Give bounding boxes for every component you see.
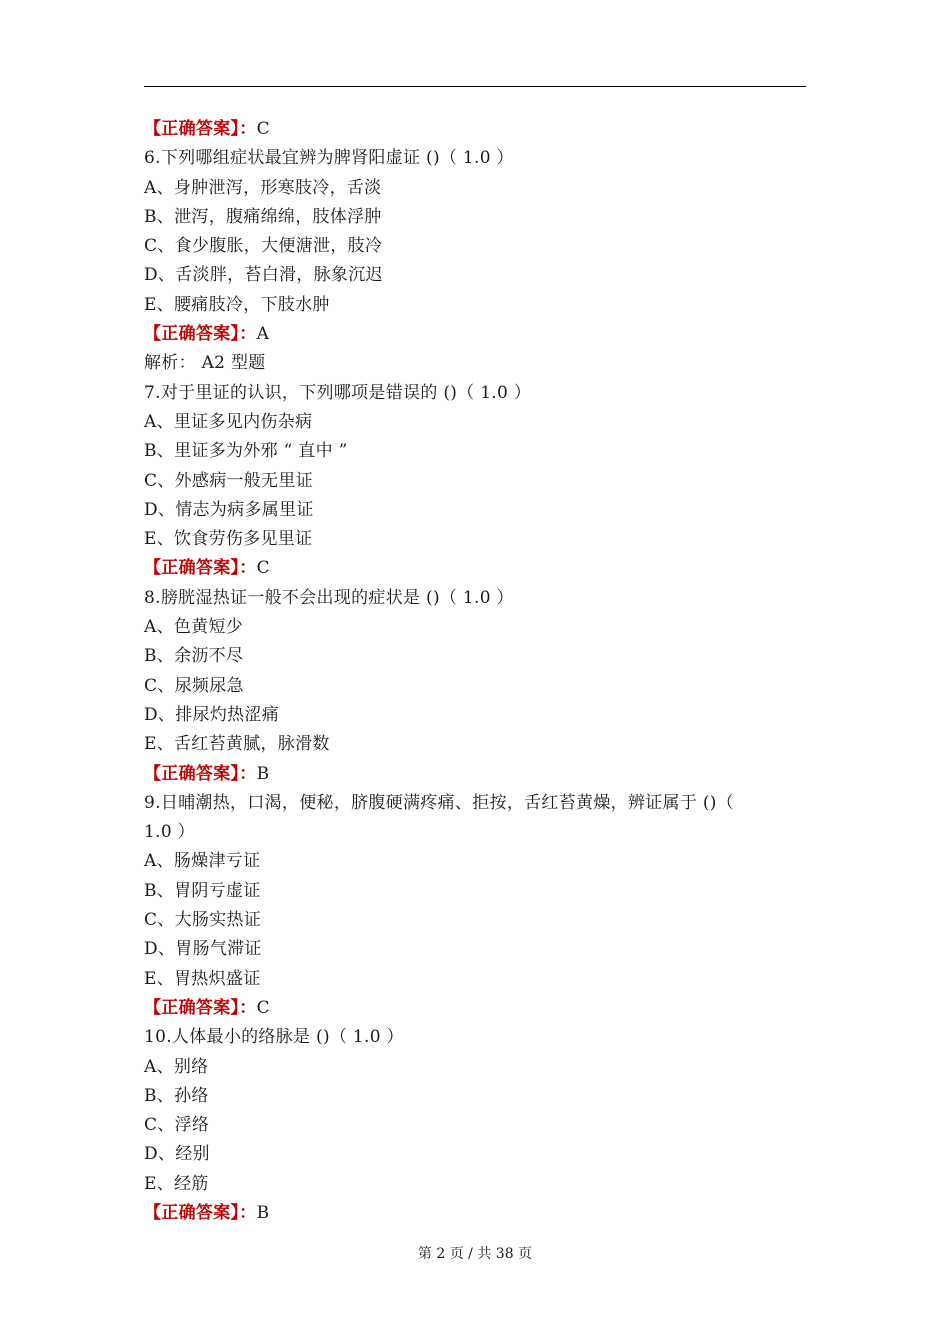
text-line: B、胃阴亏虚证 bbox=[144, 880, 261, 901]
correct-answer-line bbox=[144, 554, 814, 583]
document-body bbox=[144, 115, 814, 1228]
correct-answer-value: B bbox=[256, 763, 270, 784]
text-line: 8.膀胱湿热证一般不会出现的症状是 ()（ 1.0 ） bbox=[144, 587, 514, 608]
text-line: B、泄泻，腹痛绵绵，肢体浮肿 bbox=[144, 206, 382, 227]
text-line: D、排尿灼热涩痛 bbox=[144, 704, 280, 725]
correct-answer-value: B bbox=[256, 1202, 270, 1223]
text-line: 1.0 ） bbox=[144, 822, 195, 843]
correct-answer-label: 【正确答案】： bbox=[144, 997, 257, 1018]
text-line: A、里证多见内伤杂病 bbox=[144, 411, 313, 432]
text-line: C、浮络 bbox=[144, 1115, 210, 1136]
text-line: 10.人体最小的络脉是 ()（ 1.0 ） bbox=[144, 1027, 404, 1048]
text-line: D、经别 bbox=[144, 1144, 210, 1165]
correct-answer-label: 【正确答案】： bbox=[144, 324, 257, 345]
text-line: D、舌淡胖，苔白滑，脉象沉迟 bbox=[144, 265, 383, 286]
correct-answer-value: C bbox=[256, 997, 270, 1018]
correct-answer-line bbox=[144, 320, 814, 349]
text-line: C、尿频尿急 bbox=[144, 675, 244, 696]
text-line: 9.日晡潮热，口渴，便秘，脐腹硬满疼痛、拒按，舌红苔黄燥，辨证属于 ()（ bbox=[144, 792, 734, 813]
text-line: E、胃热炽盛证 bbox=[144, 968, 261, 989]
correct-answer-label: 【正确答案】： bbox=[144, 1202, 257, 1223]
text-line: E、舌红苔黄腻，脉滑数 bbox=[144, 734, 330, 755]
correct-answer-value: C bbox=[256, 119, 270, 139]
text-line: B、余沥不尽 bbox=[144, 646, 244, 667]
correct-answer-label: 【正确答案】： bbox=[144, 119, 257, 139]
correct-answer-line bbox=[144, 994, 814, 1023]
header-rule bbox=[144, 86, 806, 87]
text-line: 解析： A2 型题 bbox=[144, 353, 266, 374]
correct-answer-label: 【正确答案】： bbox=[144, 763, 257, 784]
correct-answer-line bbox=[144, 1199, 814, 1228]
text-line: A、身肿泄泻，形寒肢冷，舌淡 bbox=[144, 177, 382, 198]
text-line: A、肠燥津亏证 bbox=[144, 851, 261, 872]
correct-answer-line bbox=[144, 760, 814, 789]
text-line: C、外感病一般无里证 bbox=[144, 470, 314, 491]
text-line: E、腰痛肢冷，下肢水肿 bbox=[144, 294, 330, 315]
text-line: 7.对于里证的认识，下列哪项是错误的 ()（ 1.0 ） bbox=[144, 382, 532, 403]
text-line: A、色黄短少 bbox=[144, 617, 244, 638]
text-line: D、胃肠气滞证 bbox=[144, 939, 262, 960]
correct-answer-value: C bbox=[256, 558, 270, 579]
page-number: 第 2 页 / 共 38 页 bbox=[417, 1246, 533, 1262]
text-line: C、大肠实热证 bbox=[144, 910, 262, 931]
text-line: A、别络 bbox=[144, 1056, 209, 1077]
text-line: D、情志为病多属里证 bbox=[144, 499, 314, 520]
correct-answer-value: A bbox=[256, 324, 270, 345]
text-line: E、经筋 bbox=[144, 1173, 209, 1194]
text-line: C、食少腹胀，大便溏泄，肢冷 bbox=[144, 236, 383, 257]
correct-answer-label: 【正确答案】： bbox=[144, 558, 257, 579]
text-line: B、孙络 bbox=[144, 1085, 209, 1106]
text-line: B、里证多为外邪 “ 直中 ” bbox=[144, 441, 348, 462]
text-line: 6.下列哪组症状最宜辨为脾肾阳虚证 ()（ 1.0 ） bbox=[144, 148, 514, 169]
text-line: E、饮食劳伤多见里证 bbox=[144, 529, 313, 550]
correct-answer-line bbox=[144, 115, 814, 144]
